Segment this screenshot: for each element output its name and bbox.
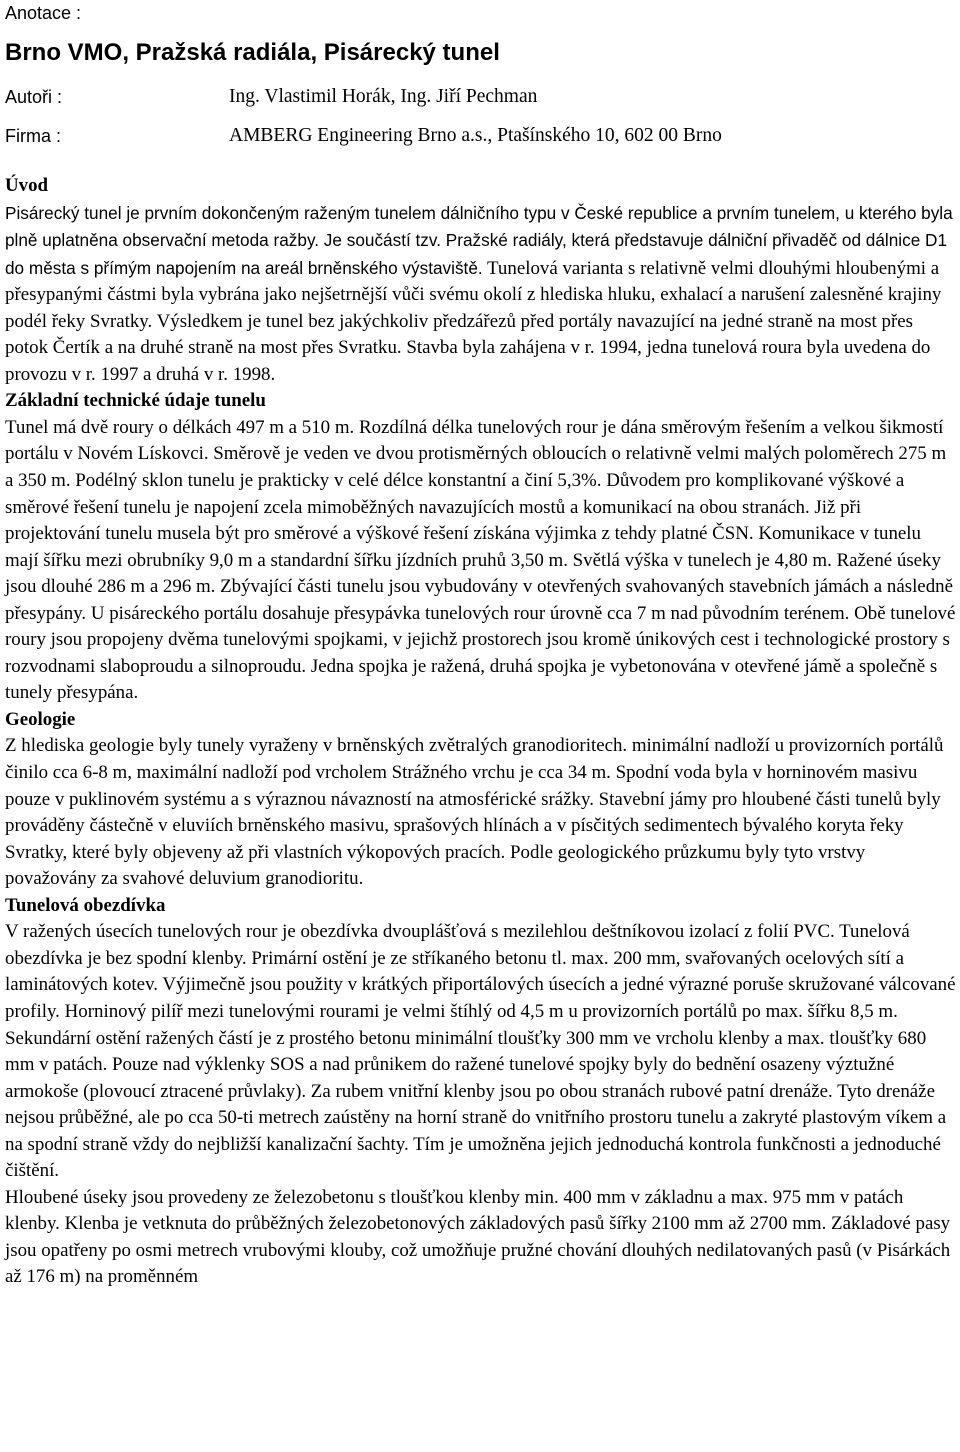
paragraph-lining-1: V ražených úsecích tunelových rour je obezdívka dvouplášťová s mezilehlou deštníkovou izolací z folií PVC. Tunelová obezdívka je bez spodní klenby. Primární ostění je ze stříkaného betonu tl. max. 200 mm, svařovaných ocelových sítí a laminátových kotev. Výjimečně jsou použity v krátkých připortálových úsecích a jedné výrazné poruše skružované válcované profily. Horninový pilíř mezi tunelovými rourami je velmi štíhlý od 4,5 m u provizorních portálů po max. šířku 8,5 m. Sekundární ostění ražených částí je z prostého betonu minimální tloušťky 300 mm ve vrcholu klenby a max. tloušťky 680 mm v patách. Pouze nad výklenky SOS a nad průnikem do ražené tunelové spojky byly do bednění osazeny výztužné armokoše (plovoucí ztracené průvlaky). Za rubem vnitřní klenby jsou po obou stranách rubové patní drenáže. Tyto drenáže nejsou průběžné, ale po cca 50-ti metrech zaústěny na horní straně do vnitřního prostoru tunelu a zakryté plastovým víkem a na spodní straně vždy do nejbližší kanalizační šachty. Tím je umožněna jejich jednoduchá kontrola funkčnosti a jednoduché čištění. <box>5 921 956 1182</box>
paragraph-lining-2: Hloubené úseky jsou provedeny ze železobetonu s tloušťkou klenby min. 400 mm v základnu a max. 975 mm v patách klenby. Klenba je vetknuta do průběžných železobetonových základových pasů šířky 2100 mm až 2700 mm. Základové pasy jsou opatřeny po osmi metrech vrubovými klouby, což umožňuje pružné chování dlouhých nedilatovaných pasů (v Pisárkách až 176 m) na proměnném <box>5 1186 951 1288</box>
company-label: Firma : <box>5 126 61 146</box>
paragraph-technical: Tunel má dvě roury o délkách 497 m a 510 m. Rozdílná délka tunelových rour je dána směrovým řešením a velkou šikmostí portálu v Novém Lískovci. Směrově je veden ve dvou protisměrných obloucích o relativně velmi malých poloměrech 275 m a 350 m. Podélný sklon tunelu je prakticky v celé délce konstantní a činí 5,3%. Důvodem pro komplikované výškové a směrové řešení tunelu je napojení zcela mimoběžných navazujících mostů a komunikací na obou stranách. Již při projektování tunelu musela být pro směrové a výškové řešení získána výjimka z tehdy platné ČSN. Komunikace v tunelu mají šířku mezi obrubníky 9,0 m a standardní šířku jízdních pruhů 3,50 m. Světlá výška v tunelech je 4,80 m. Ražené úseky jsou dlouhé 286 m a 296 m. Zbývající části tunelu jsou vybudovány v otevřených svahovaných stavebních jámách a následně přesypány. U pisáreckého portálu dosahuje přesypávka tunelových rour úrovně cca 7 m nad původním terénem. Obě tunelové roury jsou propojeny dvěma tunelovými spojkami, v jejichž prostorech jsou kromě únikových cest i technologické prostory s rozvodnami slaboproudu a silnoproudu. Jedna spojka je ražená, druhá spojka je vybetonována v otevřené jámě a společně s tunely přesypána. <box>5 416 956 704</box>
company-value: AMBERG Engineering Brno a.s., Ptašínského 10, 602 00 Brno <box>229 125 722 146</box>
paragraph-intro-part2: Tunelová varianta s relativně velmi dlouhými hloubenými a přesypanými částmi byla vybrána jako nejšetrnější vůči svému okolí z hlediska hluku, exhalací a narušení zalesněné krajiny podél řeky Svratky. Výsledkem je tunel bez jakýchkoliv předzářezů před portály navazující na jedné straně na most přes potok Čertík a na druhé straně na most přes Svratku. Stavba byla zahájena v r. 1994, jedna tunelová roura byla uvedena do provozu v r. 1997 a druhá v r. 1998. <box>5 257 942 385</box>
annotation-label: Anotace : <box>5 3 82 23</box>
section-heading-lining: Tunelová obezdívka <box>5 894 166 916</box>
document-title: Brno VMO, Pražská radiála, Pisárecký tunel <box>5 39 500 66</box>
paragraph-intro-part1: Pisárecký tunel je prvním dokončeným raženým tunelem dálničního typu v České republice a prvním tunelem, u kterého byla plně uplatněna observační metoda ražby. Je součástí tzv. Pražské radiály, která představuje dálniční přivaděč od dálnice D1 do města s přímým napojením na areál brněnského výstaviště. <box>5 202 953 278</box>
authors-value: Ing. Vlastimil Horák, Ing. Jiří Pechman <box>229 86 538 107</box>
document-body <box>5 173 957 1291</box>
authors-label: Autoři : <box>5 87 63 107</box>
section-heading-intro: Úvod <box>5 175 49 196</box>
paragraph-intro <box>5 200 957 389</box>
section-heading-technical: Základní technické údaje tunelu <box>5 390 266 412</box>
section-heading-geology: Geologie <box>5 708 76 730</box>
paragraph-geology: Z hlediska geologie byly tunely vyraženy v brněnských zvětralých granodioritech. minimální nadloží u provizorních portálů činilo cca 6-8 m, maximální nadloží pod vrcholem Strážného vrchu je cca 34 m. Spodní voda byla v horninovém masivu pouze v puklinovém systému a s výraznou návazností na atmosférické srážky. Stavební jámy pro hloubené části tunelů byly prováděny částečně v eluviích brněnského masivu, sprašových hlínách a v písčitých sedimentech bývalého koryta řeky Svratky, které byly objeveny až při vlastních výkopových pracích. Podle geologického průzkumu byly tyto vrstvy považovány za svahové deluvium granodioritu. <box>5 735 944 890</box>
